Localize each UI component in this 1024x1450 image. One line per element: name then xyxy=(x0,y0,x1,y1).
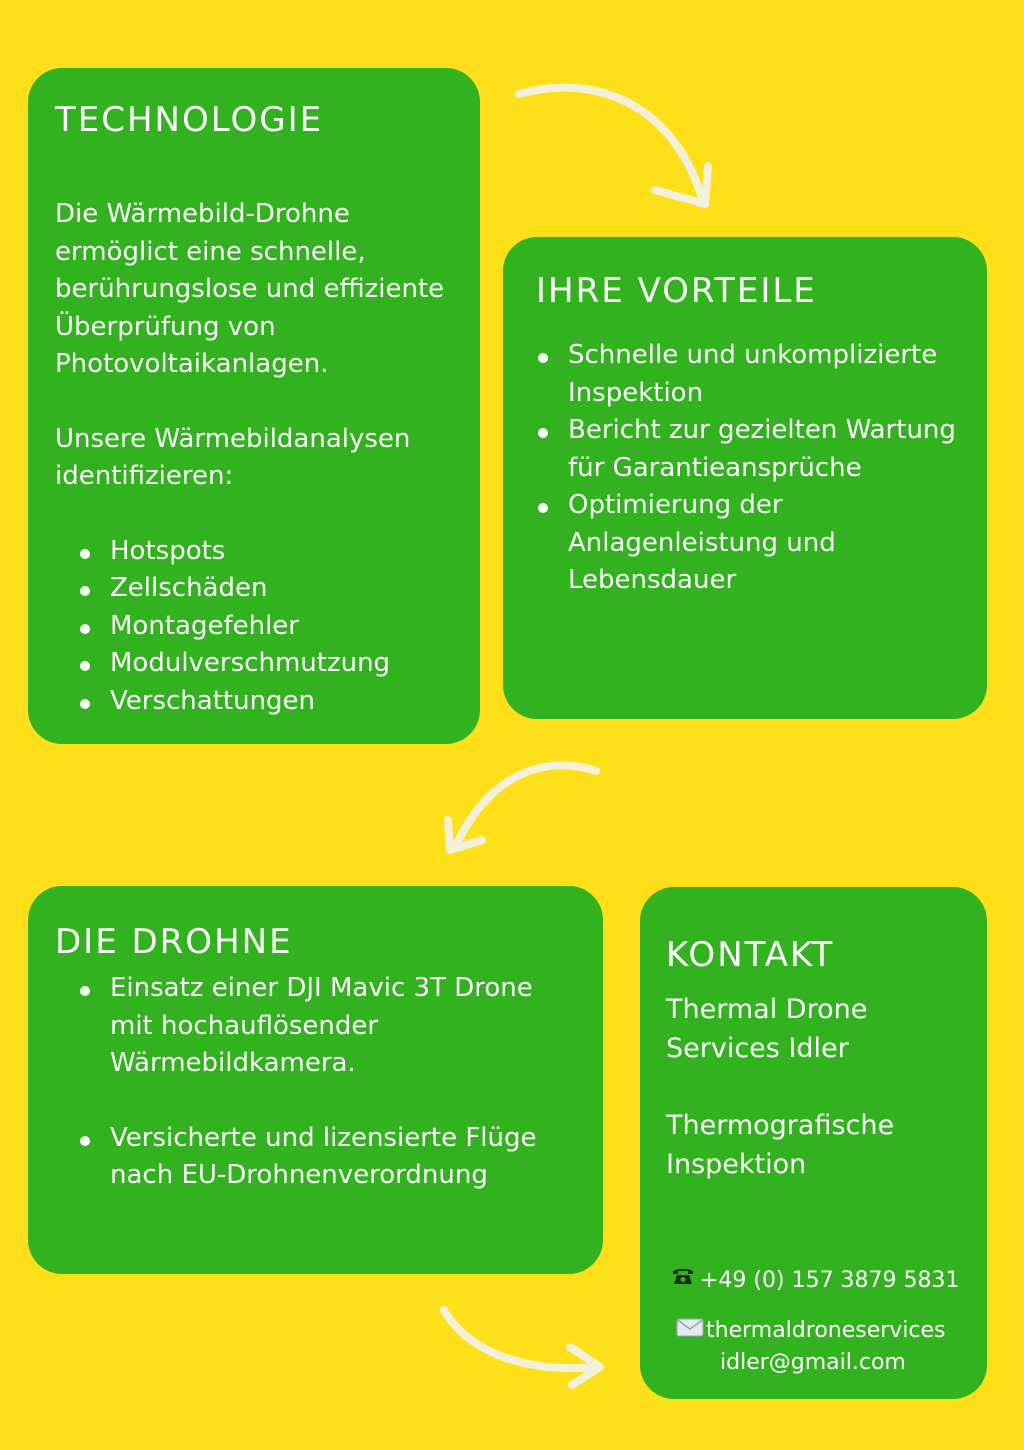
arrow-left-down-icon xyxy=(430,750,620,865)
phone-number[interactable]: +49 (0) 157 3879 5831 xyxy=(700,1268,960,1293)
list-item: Hotspots xyxy=(55,533,460,571)
technology-title: TECHNOLOGIE xyxy=(55,100,324,140)
email-line[interactable] xyxy=(676,1315,946,1379)
arrow-right-icon xyxy=(430,1295,620,1400)
list-item: Bericht zur gezielten Wartung für Garantieansprüche xyxy=(536,412,967,487)
technology-intro: Die Wärmebild-Drohne ermöglict eine schnelle, berührungslose und effiziente Überprüfung von Photovoltaikanlagen. xyxy=(55,199,445,379)
list-item: Montagefehler xyxy=(55,608,460,646)
list-item: Versicherte und lizensierte Flüge nach EU-Drohnenverordnung xyxy=(55,1120,583,1195)
list-item: Optimierung der Anlagenleistung und Lebensdauer xyxy=(536,487,967,600)
email-part-2[interactable]: idler@gmail.com xyxy=(720,1350,906,1375)
contact-service: Thermografische Inspektion xyxy=(666,1110,895,1180)
technology-card xyxy=(28,68,480,744)
contact-title: KONTAKT xyxy=(666,935,835,975)
advantages-list xyxy=(536,337,967,600)
contact-company: Thermal Drone Services Idler xyxy=(666,994,868,1064)
drone-list xyxy=(55,970,583,1083)
drone-title: DIE DROHNE xyxy=(55,922,293,962)
list-item: Schnelle und unkomplizierte Inspektion xyxy=(536,337,967,412)
telephone-icon xyxy=(670,1265,700,1297)
list-item: Verschattungen xyxy=(55,683,460,721)
advantages-card xyxy=(503,237,987,719)
arrow-right-down-icon xyxy=(505,70,725,220)
list-item: Modulverschmutzung xyxy=(55,645,460,683)
drone-card xyxy=(28,886,603,1274)
contact-card xyxy=(640,887,987,1399)
list-item: Einsatz einer DJI Mavic 3T Drone mit hochauflösender Wärmebildkamera. xyxy=(55,970,583,1083)
drone-list-2 xyxy=(55,1120,583,1195)
technology-list xyxy=(55,533,460,721)
email-part-1[interactable]: thermaldroneservices xyxy=(706,1318,946,1343)
list-item: Zellschäden xyxy=(55,570,460,608)
envelope-icon xyxy=(676,1315,706,1347)
advantages-title: IHRE VORTEILE xyxy=(536,271,817,311)
technology-lead: Unsere Wärmebildanalysen identifizieren: xyxy=(55,423,411,491)
phone-line[interactable] xyxy=(670,1265,960,1297)
